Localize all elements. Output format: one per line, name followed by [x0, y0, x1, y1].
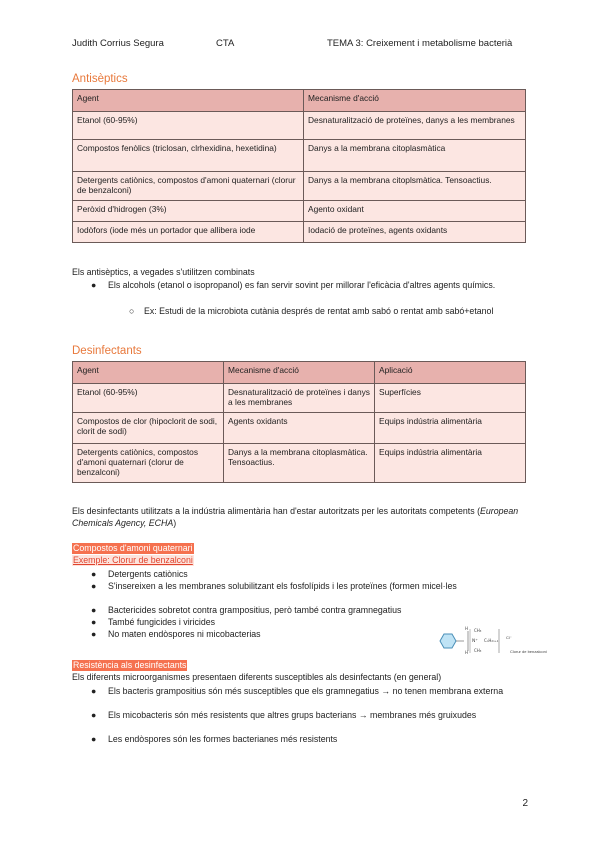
table-cell: Compostos fenòlics (triclosan, clrhexidina, hexetidina) [73, 140, 304, 172]
table-cell: Peròxid d'hidrogen (3%) [73, 201, 304, 222]
table-cell: Desnaturalització de proteïnes i danys a les membranes [224, 384, 375, 413]
table-cell: Danys a la membrana citoplasmàtica [304, 140, 526, 172]
list-item [129, 305, 528, 317]
header-subject: CTA [216, 38, 235, 49]
list-item [91, 709, 528, 733]
list-item [91, 604, 528, 616]
bullet-icon: ● [91, 617, 97, 627]
svg-text:CₙH₂ₙ₊₁: CₙH₂ₙ₊₁ [484, 638, 499, 643]
benzalconi-structure-figure [434, 623, 547, 659]
figure-caption: Clorur de benzalconi [510, 649, 547, 654]
column-header: Agent [73, 362, 224, 384]
resistencia-intro: Els diferents microorganismes presentaen diferents susceptibles als desinfectants (en general) [72, 672, 442, 682]
bullet-icon: ● [91, 605, 97, 615]
antiseptics-bullet-list [91, 279, 528, 291]
bullet-icon: ● [91, 569, 97, 579]
table-row [73, 444, 526, 483]
bullet-icon: ● [91, 280, 97, 290]
circle-bullet-icon: ○ [129, 306, 135, 316]
table-row [73, 413, 526, 444]
page-number: 2 [522, 798, 528, 809]
header-author: Judith Corrius Segura [72, 38, 164, 49]
list-item-text: No maten endòspores ni micobacterias [108, 629, 261, 639]
list-item [91, 279, 528, 291]
table-cell: Equips indústria alimentària [375, 413, 526, 444]
list-item [91, 733, 528, 745]
table-row [73, 384, 526, 413]
svg-text:CH₃: CH₃ [474, 648, 482, 653]
list-item-text: Els alcohols (etanol o isopropanol) es fan servir sovint per millorar l'eficàcia d'altres agents químics. [108, 280, 496, 290]
table-cell: Equips indústria alimentària [375, 444, 526, 483]
note-text: ) [173, 518, 177, 528]
column-header: Agent [73, 90, 304, 112]
antiseptics-title: Antisèptics [72, 73, 128, 85]
table-cell: Agents oxidants [224, 413, 375, 444]
bullet-icon: ● [91, 710, 97, 720]
svg-text:CH₃: CH₃ [474, 628, 482, 633]
table-cell: Compostos de clor (hipoclorit de sodi, clorit de sodi) [73, 413, 224, 444]
list-item-text: S'insereixen a les membranes solubilitzant els fosfolípids i les proteïnes (formen micel·les [108, 581, 457, 591]
list-item-text: També fungicides i viricides [108, 617, 216, 627]
table-row [73, 112, 526, 140]
chloride-ion-label: Cl⁻ [506, 635, 512, 640]
table-cell: Agento oxidant [304, 201, 526, 222]
table-cell: Danys a la membrana citoplasmàtica. Tensoactius. [224, 444, 375, 483]
bullet-icon: ● [91, 581, 97, 591]
desinfectants-title: Desinfectants [72, 345, 142, 357]
antiseptics-subbullet-list [129, 305, 528, 317]
header-topic: TEMA 3: Creixement i metabolisme bacterià [327, 38, 513, 49]
list-item-text: Bactericides sobretot contra grampositius, però també contra gramnegatius [108, 605, 402, 615]
list-item [91, 685, 528, 709]
column-header: Mecanisme d'acció [304, 90, 526, 112]
antiseptics-table [72, 89, 526, 243]
column-header: Aplicació [375, 362, 526, 384]
table-cell: Etanol (60-95%) [73, 112, 304, 140]
table-cell: Detergents catiònics, compostos d'amoni quaternari (clorur de benzalconi) [73, 444, 224, 483]
list-item-text: Ex: Estudi de la microbiota cutània després de rentat amb sabó o rentat amb sabó+etanol [144, 306, 494, 316]
table-header-row [73, 90, 526, 112]
table-cell: Danys a la membrana citoplsmàtica. Tensoactius. [304, 172, 526, 201]
table-row [73, 140, 526, 172]
svg-text:H: H [465, 650, 469, 655]
bullet-icon: ● [91, 734, 97, 744]
desinfectants-note [72, 505, 528, 529]
desinfectants-table [72, 361, 526, 483]
table-cell: Iodació de proteïnes, agents oxidants [304, 222, 526, 243]
column-header: Mecanisme d'acció [224, 362, 375, 384]
svg-text:H: H [465, 626, 469, 631]
note-text: Els desinfectants utilitzats a la indústria alimentària han d'estar autoritzats per les autoritats competents ( [72, 506, 481, 516]
bullet-icon: ● [91, 686, 97, 696]
table-cell: Iodòfors (iode més un portador que allibera iode [73, 222, 304, 243]
list-item-text: Els micobacteris són més resistents que altres grups bacterians → membranes més gruixudes [108, 710, 477, 720]
amoni-heading: Compostos d'amoni quaternari [73, 543, 193, 553]
svg-text:N⁺: N⁺ [472, 639, 478, 644]
list-item [91, 568, 528, 580]
table-row [73, 222, 526, 243]
resistencia-bullet-list [91, 685, 528, 745]
amoni-example: Exemple: Clorur de benzalconi [73, 555, 193, 565]
list-item-text: Detergents catiònics [108, 569, 188, 579]
list-item-text: Els bacteris grampositius són més susceptibles que els gramnegatius → no tenen membrana externa [108, 686, 504, 696]
bullet-icon: ● [91, 629, 97, 639]
table-cell: Superfícies [375, 384, 526, 413]
list-item-text: Les endòspores són les formes bacterianes més resistents [108, 734, 338, 744]
table-cell: Desnaturalització de proteïnes, danys a les membranes [304, 112, 526, 140]
table-row [73, 172, 526, 201]
table-row [73, 201, 526, 222]
table-header-row [73, 362, 526, 384]
list-item [91, 580, 528, 604]
antiseptics-note: Els antisèptics, a vegades s'utilitzen combinats [72, 267, 255, 277]
note-italic-text: European Chemicals Agency, ECHA [72, 506, 519, 528]
table-cell: Detergents catiònics, compostos d'amoni quaternari (clorur de benzalconi) [73, 172, 304, 201]
table-cell: Etanol (60-95%) [73, 384, 224, 413]
resistencia-heading: Resistència als desinfectants [73, 660, 187, 670]
